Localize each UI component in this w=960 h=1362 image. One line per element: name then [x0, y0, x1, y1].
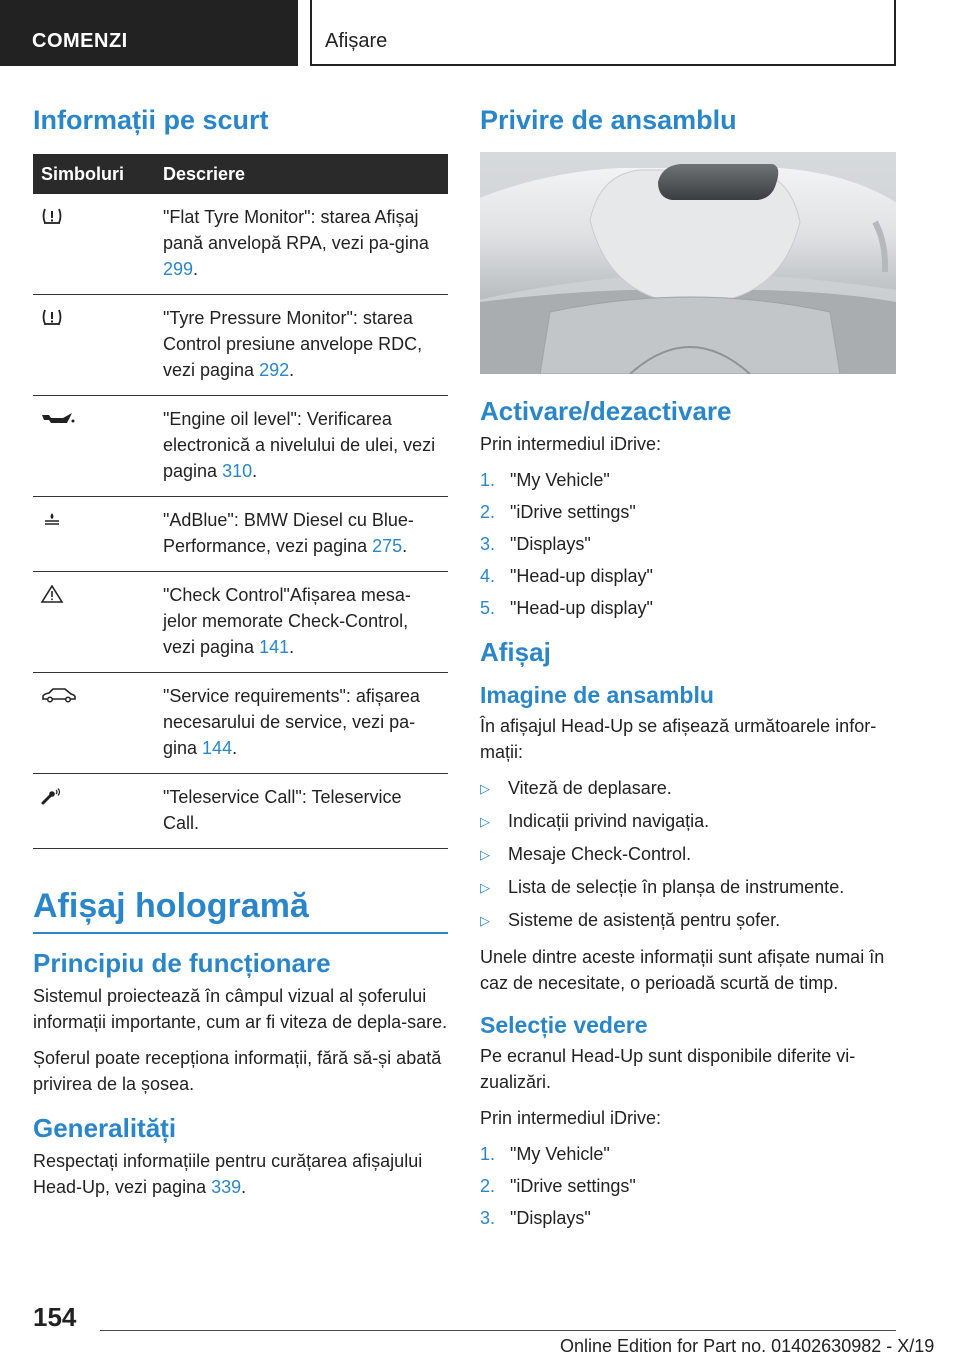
- heading-general: Generalități: [33, 1112, 177, 1143]
- section-title-overview-right: Privire de ansamblu: [480, 105, 737, 135]
- dashboard-illustration: [480, 152, 896, 374]
- heading-activation: Activare/dezactivare: [480, 396, 732, 426]
- paragraph-principle-2: Șoferul poate recepționa informații, fără să-și abată privirea de la șosea.: [33, 1047, 442, 1094]
- page-link[interactable]: 292: [259, 360, 290, 380]
- page-header: [0, 0, 960, 66]
- wrench-call-icon: [41, 787, 63, 805]
- paragraph-view-selection: Pe ecranul Head-Up sunt disponibile diferite vi‐zualizări.: [480, 1046, 856, 1092]
- bullet-triangle-icon: ▷: [480, 781, 490, 796]
- bullet-triangle-icon: ▷: [480, 814, 490, 829]
- section-title-overview: Informații pe scurt: [33, 105, 269, 135]
- page-link[interactable]: 299: [163, 259, 194, 279]
- bullet-triangle-icon: ▷: [480, 913, 490, 928]
- chapter-title: Afișaj hologramă: [33, 887, 309, 925]
- column-header-symbols: Simboluri: [33, 154, 163, 194]
- column-header-description: Descriere: [163, 154, 448, 194]
- bullet-triangle-icon: ▷: [480, 847, 490, 862]
- list-item: ▷ Viteză de deplasare.: [480, 775, 896, 802]
- list-item: ▷ Indicații privind navigația.: [480, 808, 896, 835]
- list-item: ▷ Mesaje Check-Control.: [480, 841, 896, 868]
- table-row: "AdBlue": BMW Diesel cu Blue‐Performance, vezi pagina 275.: [33, 497, 448, 572]
- list-item: 5. "Head-up display": [480, 598, 653, 618]
- bullet-triangle-icon: ▷: [480, 880, 490, 895]
- right-column: [480, 100, 896, 1247]
- tyre-pressure-icon: [41, 308, 63, 326]
- header-title: Afișare: [325, 30, 388, 52]
- page-number: 154: [33, 1302, 77, 1332]
- heading-display: Afișaj: [480, 637, 551, 667]
- list-item: 1. "My Vehicle": [480, 1144, 610, 1164]
- left-column: [33, 100, 448, 1210]
- oil-can-icon: [41, 409, 75, 427]
- page-link[interactable]: 275: [372, 536, 403, 556]
- heading-principle: Principiu de funcționare: [33, 947, 331, 978]
- display-info-list: [480, 775, 896, 934]
- head-up-display-photo: [480, 152, 896, 374]
- list-item: ▷ Sisteme de asistență pentru șofer.: [480, 907, 896, 934]
- list-item: 3. "Displays": [480, 1208, 591, 1228]
- footer-rule: [100, 1330, 896, 1331]
- edition-note: Online Edition for Part no. 01402630982 - X/19: [560, 1336, 935, 1356]
- page-link[interactable]: 141: [259, 637, 290, 657]
- paragraph-principle-1: Sistemul proiectează în câmpul vizual al șoferului informații importante, cum ar fi viteza de depla‐sare.: [33, 985, 448, 1032]
- page-link[interactable]: 144: [202, 738, 233, 758]
- table-row: "Teleservice Call": Teleservice Call.: [33, 774, 448, 849]
- table-row: "Flat Tyre Monitor": starea Afișaj pană anvelopă RPA, vezi pa‐gina 299.: [33, 194, 448, 295]
- paragraph-view-selection-intro: Prin intermediul iDrive:: [480, 1108, 662, 1128]
- table-row: "Tyre Pressure Monitor": starea Control presiune anvelope RDC, vezi pagina 292.: [33, 295, 448, 396]
- page-link[interactable]: 339: [211, 1176, 242, 1197]
- heading-view-selection: Selecție vedere: [480, 1012, 648, 1038]
- header-divider-right: [894, 0, 896, 66]
- chapter-rule: [33, 932, 448, 934]
- warning-triangle-icon: [41, 585, 63, 603]
- activation-steps: [480, 467, 896, 621]
- page-link[interactable]: 310: [222, 461, 253, 481]
- tyre-warning-icon: [41, 207, 63, 225]
- chapter-tab: COMENZI: [0, 0, 298, 66]
- list-item: 3. "Displays": [480, 534, 591, 554]
- list-item: 1. "My Vehicle": [480, 470, 610, 490]
- heading-image-overview: Imagine de ansamblu: [480, 682, 714, 708]
- view-selection-steps: [480, 1141, 896, 1231]
- paragraph-activation-intro: Prin intermediul iDrive:: [480, 434, 662, 454]
- list-item: 2. "iDrive settings": [480, 1176, 636, 1196]
- list-item: 4. "Head-up display": [480, 566, 653, 586]
- paragraph-image-overview-intro: În afișajul Head-Up se afișează următoarele infor‐mații:: [480, 716, 877, 762]
- header-rule: [312, 64, 896, 66]
- table-row: "Check Control"Afișarea mesa‐jelor memorate Check-Control, vezi pagina 141.: [33, 572, 448, 673]
- list-item: ▷ Lista de selecție în planșa de instrumente.: [480, 874, 896, 901]
- symbols-table: [33, 154, 448, 849]
- car-service-icon: [41, 686, 77, 704]
- list-item: 2. "iDrive settings": [480, 502, 636, 522]
- adblue-icon: [41, 510, 63, 528]
- header-divider: [310, 0, 312, 66]
- paragraph-general: Respectați informațiile pentru curățarea afișajului Head-Up, vezi pagina 339.: [33, 1150, 423, 1197]
- table-row: "Engine oil level": Verificarea electronică a nivelului de ulei, vezi pagina 310.: [33, 396, 448, 497]
- paragraph-image-overview-note: Unele dintre aceste informații sunt afișate numai în caz de necesitate, o perioadă scurtă de timp.: [480, 947, 885, 993]
- table-row: "Service requirements": afișarea necesarului de service, vezi pa‐gina 144.: [33, 673, 448, 774]
- table-header-row: [33, 154, 448, 194]
